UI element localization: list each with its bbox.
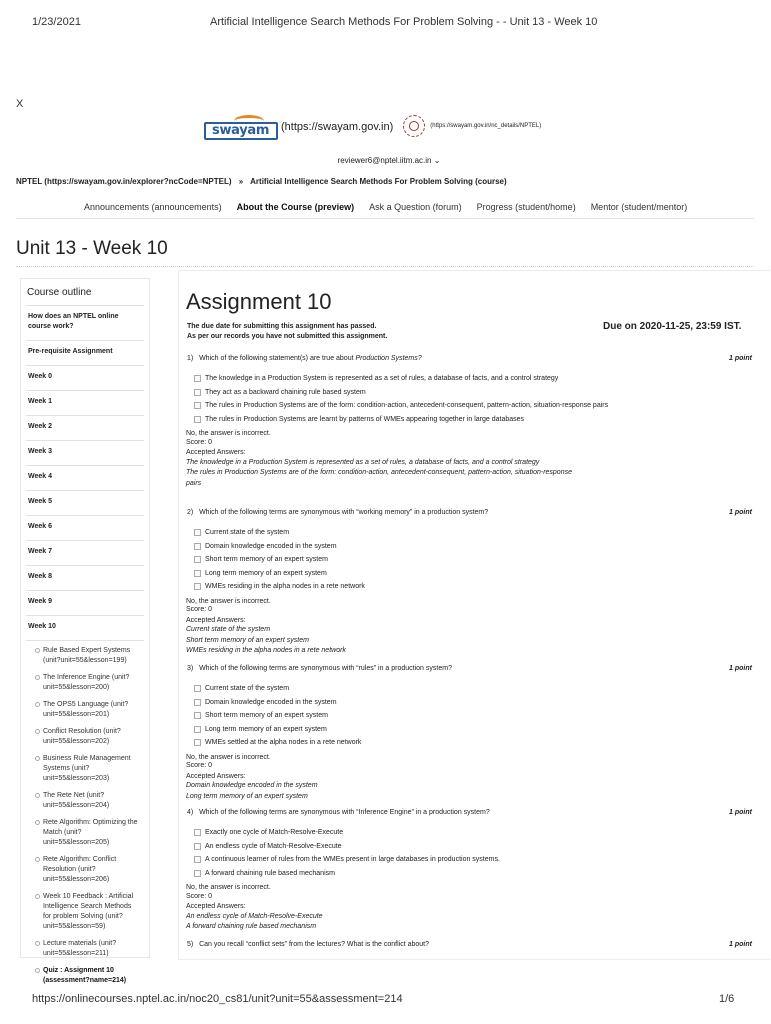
checkbox[interactable]	[194, 712, 201, 719]
assignment-title: Assignment 10	[186, 289, 332, 314]
sidebar-title: Course outline	[27, 287, 92, 298]
tab-ask-question[interactable]: Ask a Question (forum)	[369, 202, 462, 212]
accepted-answers: An endless cycle of Match-Resolve-Execute A forward chaining rule based mechanism	[186, 912, 323, 930]
nptel-link[interactable]: (https://swayam.gov.in/nc_details/NPTEL)	[430, 123, 542, 129]
answer-option[interactable]: A continuous learner of rules from the WMEs present in large databases in production systems.	[186, 853, 771, 867]
sidebar-item-week-2[interactable]: Week 2	[26, 415, 144, 440]
page-number: 1/6	[719, 993, 735, 1005]
answer-option[interactable]: WMEs settled at the alpha nodes in a rete network	[186, 736, 771, 750]
answer-option[interactable]: The rules in Production Systems are of the form: condition-action, antecedent-consequent, pattern-action, situation-response pairs	[186, 399, 771, 413]
answer-option[interactable]: An endless cycle of Match-Resolve-Execute	[186, 840, 771, 854]
print-header	[0, 16, 770, 30]
checkbox[interactable]	[194, 685, 201, 692]
swayam-logo-word: swayam	[212, 123, 270, 138]
checkbox[interactable]	[194, 583, 201, 590]
feedback: No, the answer is incorrect. Score: 0 Accepted Answers:	[186, 884, 271, 910]
answer-option[interactable]: Short term memory of an expert system	[186, 709, 771, 723]
lesson-link[interactable]: The Rete Net (unit?unit=55&lesson=204)	[26, 789, 144, 816]
question-5: 5) Can you recall “conflict sets” from the lectures? What is the conflict about? 1 point	[187, 941, 752, 948]
nptel-logo-icon[interactable]	[403, 115, 425, 137]
question-1: 1) Which of the following statement(s) are true about Production Systems? 1 point The knowledge in a Production System is represented as a set of rules, a database of facts, and a control strategy They act as a backward chaining rule based system The rules in Production Systems are of the form: condition-action, antecedent-consequent, pattern-action, situation-response pairs The rules in Production Systems are learnt by patterns of WMEs appearing together in large databases No, the answer is incorrect. Score: 0 Accepted Answers: The knowledge in a Production System is represented as a set of rules, a database of facts, and a control strategy The rules in Production Systems are of the form: condition-action, antecedent-consequent, pattern-action, situation-response pairs	[186, 355, 771, 489]
points-label: 1 point	[729, 665, 752, 672]
sidebar-item-week-3[interactable]: Week 3	[26, 440, 144, 465]
feedback: No, the answer is incorrect. Score: 0 Accepted Answers:	[186, 430, 271, 456]
answer-option[interactable]: Exactly one cycle of Match-Resolve-Execute	[186, 826, 771, 840]
lesson-link[interactable]: Lecture materials (unit?unit=55&lesson=211)	[26, 937, 144, 964]
sidebar-item-week-4[interactable]: Week 4	[26, 465, 144, 490]
answer-option[interactable]: Domain knowledge encoded in the system	[186, 696, 771, 710]
sidebar-item-week-9[interactable]: Week 9	[26, 590, 144, 615]
breadcrumb-home[interactable]: NPTEL (https://swayam.gov.in/explorer?ncCode=NPTEL)	[16, 177, 232, 186]
checkbox[interactable]	[194, 843, 201, 850]
sidebar-item-week-1[interactable]: Week 1	[26, 390, 144, 415]
divider	[16, 218, 754, 219]
checkbox[interactable]	[194, 375, 201, 382]
swayam-link[interactable]: (https://swayam.gov.in)	[281, 121, 394, 133]
tab-announcements[interactable]: Announcements (announcements)	[84, 202, 222, 212]
brand-row	[204, 114, 541, 146]
sidebar-item-week-8[interactable]: Week 8	[26, 565, 144, 590]
sidebar-item-prerequisite[interactable]: Pre-requisite Assignment	[26, 340, 144, 365]
lesson-link-current[interactable]: Quiz : Assignment 10 (assessment?name=214)	[26, 964, 144, 991]
breadcrumb-course[interactable]: Artificial Intelligence Search Methods For Problem Solving (course)	[250, 177, 507, 186]
sidebar-item-week-0[interactable]: Week 0	[26, 365, 144, 390]
question-2: 2) Which of the following terms are synonymous with “working memory” in a production system? 1 point Current state of the system Domain knowledge encoded in the system Short term memory of an expert system Long term memory of an expert system WMEs residing in the alpha nodes in a rete network No, the answer is incorrect. Score: 0 Accepted Answers: Current state of the system Short term memory of an expert system WMEs residing in the alpha nodes in a rete network	[186, 509, 771, 657]
checkbox[interactable]	[194, 739, 201, 746]
due-date: Due on 2020-11-25, 23:59 IST.	[603, 321, 742, 332]
checkbox[interactable]	[194, 556, 201, 563]
accepted-answers: The knowledge in a Production System is represented as a set of rules, a database of facts, and a control strategy The rules in Production Systems are of the form: condition-action, antecedent-consequent, pattern-action, situation-response pairs	[186, 458, 572, 487]
checkbox[interactable]	[194, 870, 201, 877]
answer-option[interactable]: Current state of the system	[186, 526, 771, 540]
close-button[interactable]: X	[16, 98, 24, 110]
sidebar-item-week-6[interactable]: Week 6	[26, 515, 144, 540]
lesson-link[interactable]: Rete Algorithm: Conflict Resolution (unit?unit=55&lesson=206)	[26, 853, 144, 890]
divider	[16, 266, 754, 267]
due-notice: The due date for submitting this assignment has passed. As per our records you have not submitted this assignment.	[187, 323, 388, 340]
user-menu[interactable]	[0, 156, 770, 165]
sidebar-item-how-it-works[interactable]: How does an NPTEL online course work?	[26, 305, 144, 340]
sidebar-item-week-10[interactable]: Week 10	[26, 615, 144, 640]
checkbox[interactable]	[194, 856, 201, 863]
question-3: 3) Which of the following terms are synonymous with “rules” in a production system? 1 point Current state of the system Domain knowledge encoded in the system Short term memory of an expert system Long term memory of an expert system WMEs settled at the alpha nodes in a rete network No, the answer is incorrect. Score: 0 Accepted Answers: Domain knowledge encoded in the system Long term memory of an expert system	[186, 665, 771, 802]
points-label: 1 point	[729, 509, 752, 516]
sidebar-item-week-5[interactable]: Week 5	[26, 490, 144, 515]
checkbox[interactable]	[194, 416, 201, 423]
points-label: 1 point	[729, 355, 752, 362]
points-label: 1 point	[729, 809, 752, 816]
answer-option[interactable]: Domain knowledge encoded in the system	[186, 540, 771, 554]
tab-mentor[interactable]: Mentor (student/mentor)	[590, 202, 688, 212]
answer-option[interactable]: A forward chaining rule based mechanism	[186, 867, 771, 881]
lesson-link[interactable]: Week 10 Feedback : Artificial Intelligence Search Methods for problem Solving (unit?unit=55&lesson=59)	[26, 890, 144, 937]
checkbox[interactable]	[194, 389, 201, 396]
lesson-link[interactable]: Rule Based Expert Systems (unit?unit=55&lesson=199)	[26, 644, 144, 671]
breadcrumb	[16, 177, 507, 186]
checkbox[interactable]	[194, 726, 201, 733]
week-10-lessons	[26, 640, 144, 991]
points-label: 1 point	[729, 941, 752, 948]
checkbox[interactable]	[194, 402, 201, 409]
breadcrumb-separator: »	[238, 177, 244, 186]
print-title: Artificial Intelligence Search Methods For Problem Solving - - Unit 13 - Week 10	[210, 16, 598, 28]
lesson-link[interactable]: Conflict Resolution (unit?unit=55&lesson=202)	[26, 725, 144, 752]
checkbox[interactable]	[194, 829, 201, 836]
accepted-answers: Current state of the system Short term memory of an expert system WMEs residing in the alpha nodes in a rete network	[186, 626, 346, 654]
accepted-answers: Domain knowledge encoded in the system Long term memory of an expert system	[186, 782, 318, 800]
lesson-link[interactable]: The OPS5 Language (unit?unit=55&lesson=201)	[26, 698, 144, 725]
sidebar-item-week-7[interactable]: Week 7	[26, 540, 144, 565]
lesson-link[interactable]: The Inference Engine (unit?unit=55&lesson=200)	[26, 671, 144, 698]
answer-option[interactable]: Current state of the system	[186, 682, 771, 696]
checkbox[interactable]	[194, 699, 201, 706]
tab-about-course[interactable]: About the Course (preview)	[236, 202, 355, 212]
course-outline-sidebar	[20, 278, 150, 984]
answer-option[interactable]: They act as a backward chaining rule based system	[186, 386, 771, 400]
question-4: 4) Which of the following terms are synonymous with “Inference Engine” in a production system? 1 point Exactly one cycle of Match-Resolve-Execute An endless cycle of Match-Resolve-Execute A continuous learner of rules from the WMEs present in large databases in production systems. A forward chaining rule based mechanism No, the answer is incorrect. Score: 0 Accepted Answers: An endless cycle of Match-Resolve-Execute A forward chaining rule based mechanism	[186, 809, 771, 933]
swayam-logo[interactable]	[204, 115, 278, 145]
answer-option[interactable]: Long term memory of an expert system	[186, 723, 771, 737]
feedback: No, the answer is incorrect. Score: 0 Accepted Answers:	[186, 753, 271, 780]
answer-option[interactable]: The knowledge in a Production System is represented as a set of rules, a database of facts, and a control strategy	[186, 372, 771, 386]
print-url: https://onlinecourses.nptel.ac.in/noc20_cs81/unit?unit=55&assessment=214	[32, 993, 403, 1005]
lesson-link[interactable]: Rete Algorithm: Optimizing the Match (unit?unit=55&lesson=205)	[26, 816, 144, 853]
answer-option[interactable]: Long term memory of an expert system	[186, 567, 771, 581]
checkbox[interactable]	[194, 529, 201, 536]
answer-option[interactable]: Short term memory of an expert system	[186, 553, 771, 567]
page-title: Unit 13 - Week 10	[16, 238, 168, 259]
checkbox[interactable]	[194, 543, 201, 550]
feedback: No, the answer is incorrect. Score: 0 Accepted Answers:	[186, 597, 271, 624]
user-email: reviewer6@nptel.iitm.ac.in	[337, 156, 432, 165]
assignment-panel	[178, 270, 770, 960]
answer-option[interactable]: The rules in Production Systems are learnt by patterns of WMEs appearing together in large databases	[186, 413, 771, 427]
lesson-link[interactable]: Business Rule Management Systems (unit?unit=55&lesson=203)	[26, 752, 144, 789]
tab-progress[interactable]: Progress (student/home)	[476, 202, 576, 212]
print-date: 1/23/2021	[32, 16, 81, 28]
checkbox[interactable]	[194, 570, 201, 577]
course-nav	[84, 202, 702, 212]
answer-option[interactable]: WMEs residing in the alpha nodes in a rete network	[186, 580, 771, 594]
chevron-down-icon: ⌄	[433, 156, 441, 165]
